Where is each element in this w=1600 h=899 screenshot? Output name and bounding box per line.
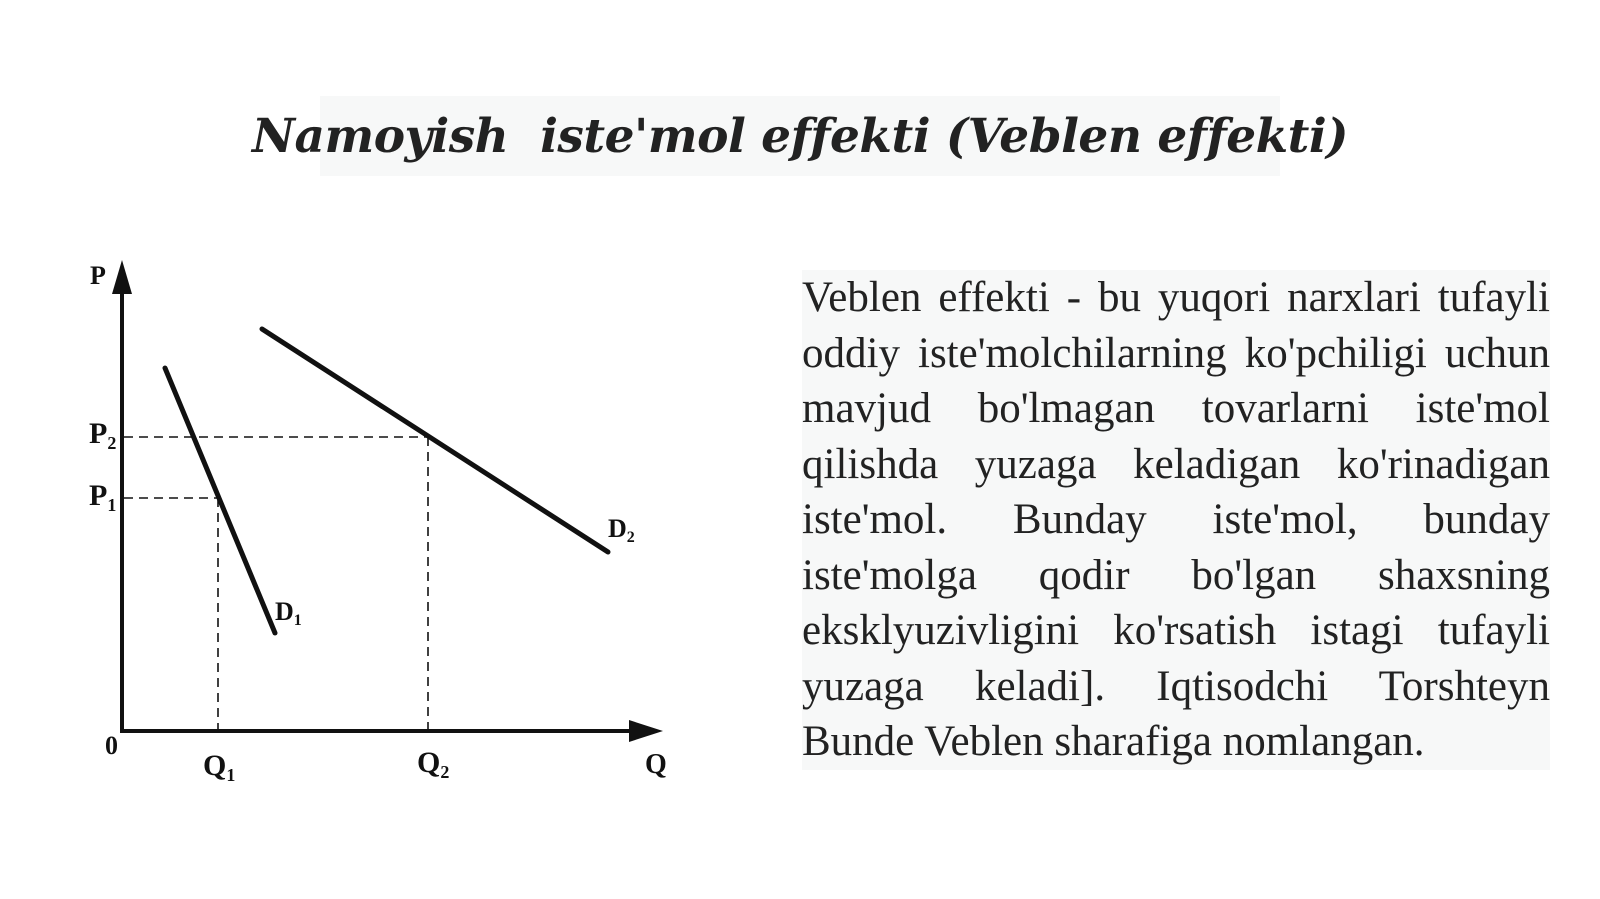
d2-label	[608, 514, 635, 546]
q1-label-base: Q	[203, 749, 227, 782]
q1-label-sub: 1	[226, 765, 236, 785]
p2-label	[89, 417, 116, 453]
q2-label-sub: 2	[440, 762, 450, 782]
p2-label-sub: 2	[107, 433, 117, 453]
d1-label	[275, 597, 302, 629]
diagram-svg	[80, 250, 700, 810]
veblen-diagram	[80, 250, 700, 810]
q1-label	[203, 749, 235, 785]
x-axis-arrow	[629, 720, 663, 742]
p1-label-base: P	[89, 479, 108, 512]
slide-title: Namoyish iste'mol effekti (Veblen effekti)	[320, 96, 1280, 176]
q2-label	[417, 746, 449, 782]
d1-label-sub: 1	[293, 612, 302, 629]
veblen-description: Veblen effekti - bu yuqori narxlari tufayli oddiy iste'molchilarning ko'pchiligi uchun mavjud bo'lmagan tovarlarni iste'mol qilishda yuzaga keladigan ko'rinadigan iste'mol. Bunday iste'mol, bunday iste'molga qodir bo'lgan shaxsning eksklyuzivligini ko'rsatish istagi tufayli yuzaga keladi]. Iqtisodchi Torshteyn Bunde Veblen sharafiga nomlangan.	[802, 270, 1550, 770]
p1-label-sub: 1	[107, 495, 117, 515]
q2-label-base: Q	[417, 746, 441, 779]
y-axis-arrow	[112, 260, 132, 294]
x-axis-label: Q	[645, 749, 667, 780]
p1-label	[89, 479, 116, 515]
demand-curve-d1	[165, 368, 275, 633]
d2-label-sub: 2	[626, 529, 635, 546]
p2-label-base: P	[89, 417, 108, 450]
d1-label-base: D	[275, 597, 294, 626]
origin-label: 0	[105, 731, 118, 760]
d2-label-base: D	[608, 514, 627, 543]
demand-curve-d2	[262, 329, 608, 552]
y-axis-label: P	[90, 261, 106, 290]
